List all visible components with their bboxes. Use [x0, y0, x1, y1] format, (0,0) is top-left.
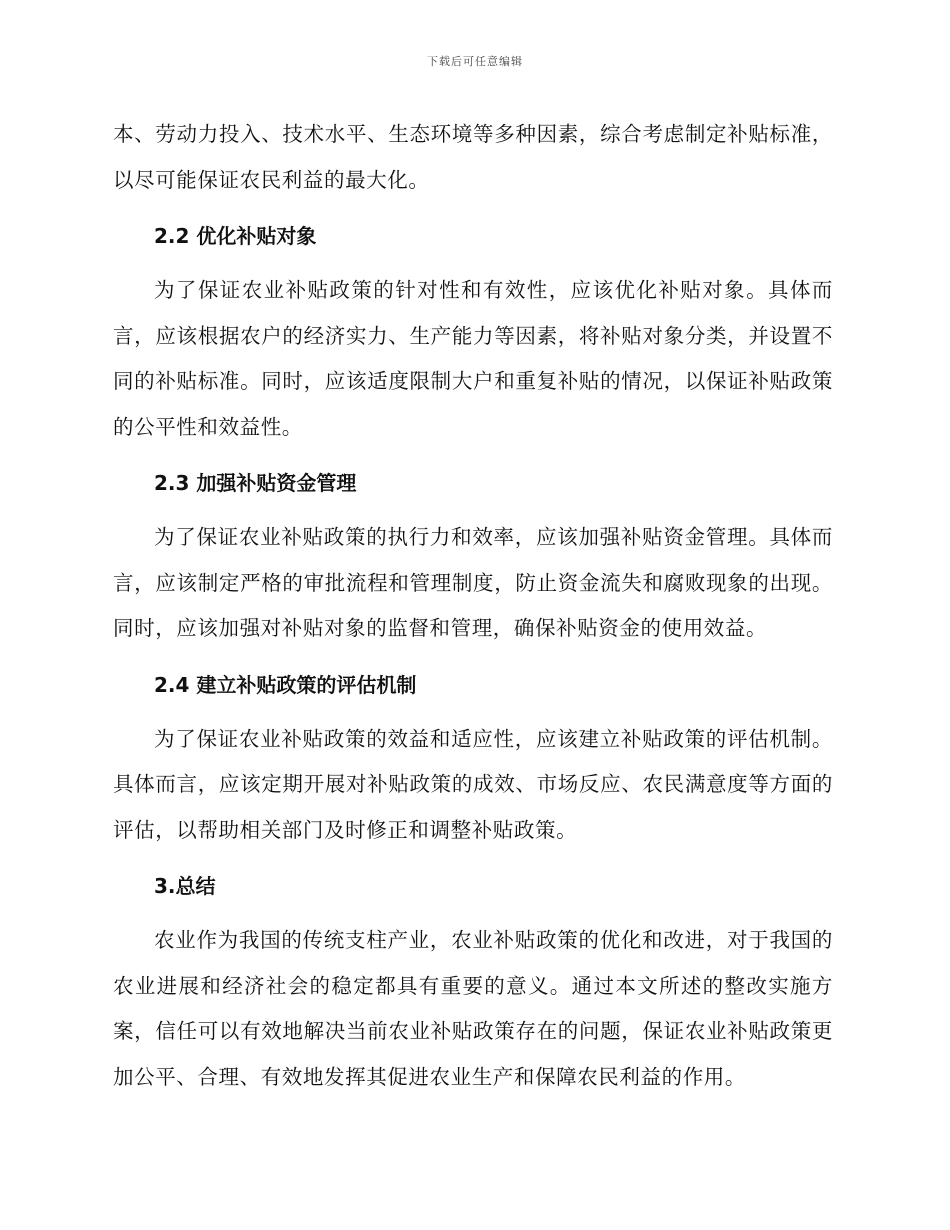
paragraph-3: 农业作为我国的传统支柱产业，农业补贴政策的优化和改进，对于我国的农业进展和经济社会的稳定都具有重要的意义。通过本文所述的整改实施方案，信任可以有效地解决当前农业补贴政策存在的问题，保证农业补贴政策更加公平、合理、有效地发挥其促进农业生产和保障农民利益的作用。 [113, 928, 833, 1089]
paragraph-continued: 本、劳动力投入、技术水平、生态环境等多种因素，综合考虑制定补贴标准，以尽可能保证农民利益的最大化。 [113, 122, 833, 192]
section-heading-2-3: 2.3 加强补贴资金管理 [154, 471, 357, 495]
section-heading-3: 3.总结 [154, 874, 216, 898]
paragraph-2-3: 为了保证农业补贴政策的执行力和效率，应该加强补贴资金管理。具体而言，应该制定严格的审批流程和管理制度，防止资金流失和腐败现象的出现。同时，应该加强对补贴对象的监督和管理，确保补贴资金的使用效益。 [113, 525, 833, 640]
section-heading-2-2: 2.2 优化补贴对象 [154, 224, 317, 248]
paragraph-2-2: 为了保证农业补贴政策的针对性和有效性，应该优化补贴对象。具体而言，应该根据农户的经济实力、生产能力等因素，将补贴对象分类，并设置不同的补贴标准。同时，应该适度限制大户和重复补贴的情况，以保证补贴政策的公平性和效益性。 [113, 278, 833, 439]
page-header-note: 下载后可任意编辑 [427, 55, 523, 68]
section-heading-2-4: 2.4 建立补贴政策的评估机制 [154, 672, 417, 697]
document-body [113, 112, 833, 1100]
paragraph-2-4: 为了保证农业补贴政策的效益和适应性，应该建立补贴政策的评估机制。具体而言，应该定期开展对补贴政策的成效、市场反应、农民满意度等方面的评估，以帮助相关部门及时修正和调整补贴政策。 [113, 726, 833, 842]
